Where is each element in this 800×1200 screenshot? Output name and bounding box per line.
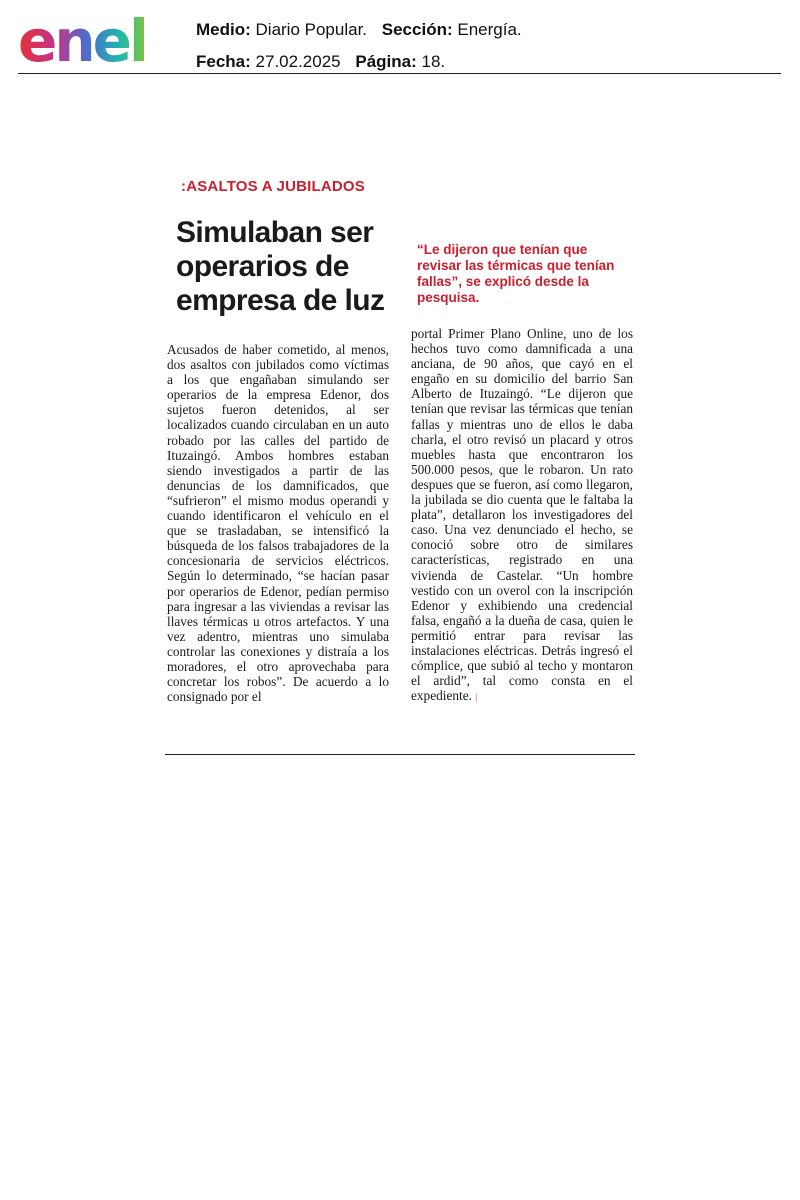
article-body-left: Acusados de haber cometido, al menos, dos asaltos con jubilados como víctimas a los que engañaban simulando ser operarios de la empresa Edenor, dos sujetos fueron detenidos, al ser localizados cuando circulaban en un auto robado por las calles del partido de Ituzaingó. Ambos hombres estaban siendo investigados a partir de las denuncias de los damnificados, que “sufrieron” el mismo modus operandi y cuando identificaron el vehículo en el que se trasladaban, se intensificó la búsqueda de los falsos trabajadores de la concesionaria de servicios eléctricos. Según lo determinado, “se hacían pasar por operarios de Edenor, pedían permiso para ingresar a las viviendas a revisar las llaves térmicas u otros artefactos. Y una vez adentro, mientras uno simulaba controlar las conexiones y distraía a los moradores, el otro aprovechaba para concretar los robos”. De acuerdo a lo consignado por el [167,342,389,705]
article-bottom-rule [165,754,635,755]
pagina-value: 18. [421,52,446,71]
article-pullquote: “Le dijeron que tenían que revisar las térmicas que tenían fallas”, se explicó desde la pesquisa. [417,242,615,305]
pagina-label: Página: [355,52,417,71]
article-kicker: :ASALTOS A JUBILADOS [181,178,366,195]
header-divider [18,73,781,74]
medio-label: Medio: [196,20,251,39]
article-body-right-text: portal Primer Plano Online, uno de los hechos tuvo como damnificada a una anciana, de 90 años, que cayó en el engaño en su domicilio del barrio San Alberto de Ituzaingó. “Le dijeron que tenían que revisar las térmicas que tenían fallas y mientras uno de ellos le daba charla, el otro revisó un placard y otros muebles hasta que encontraron los 500.000 pesos, que le robaron. Un rato despues que se fueron, así como llegaron, la jubilada se dio cuenta que le faltaba la plata”, detallaron los investigadores del caso. Una vez denunciado el hecho, se conoció sobre otro de similares características, registrado en una vivienda de Castelar. “Un hombre vestido con un overol con la inscripción Edenor y exhibiendo una credencial falsa, engañó a la dueña de casa, quien le permitió entrar para revisar las instalaciones eléctricas. Detrás ingresó el cómplice, que subió al techo y montaron el ardid”, tal como consta en el expediente. [411,326,633,704]
seccion-label: Sección: [381,20,453,39]
fecha-value: 27.02.2025 [255,52,341,71]
article-headline: Simulaban ser operarios de empresa de luz [176,216,385,317]
meta-row-1 [196,14,522,46]
medio-value: Diario Popular. [255,20,368,39]
seccion-value: Energía. [457,20,522,39]
clipping-meta [196,14,522,78]
article-clipping [163,168,635,768]
article-body-right [411,326,633,705]
enel-logo [18,8,170,70]
brand-text: enel [18,8,146,70]
article-end-mark: | [475,692,478,703]
fecha-label: Fecha: [196,52,251,71]
